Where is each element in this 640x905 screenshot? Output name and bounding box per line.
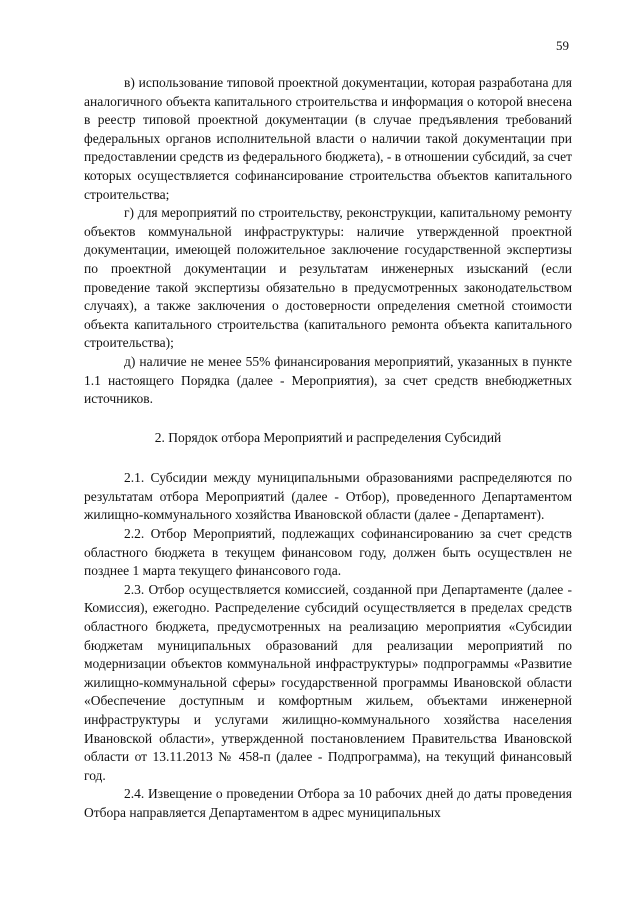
paragraph-item-g: г) для мероприятий по строительству, реконструкции, капитальному ремонту объектов коммунальной инфраструктуры: наличие утвержденной проектной документации, имеющей положительное заключение государственной экспертизы по проектной документации и результатам инженерных изысканий (если проведение такой экспертизы обязательно в предусмотренных законодательством случаях), а также заключения о достоверности определения сметной стоимости объекта капитального строительства (капитального ремонта объекта капитального строительства);: [84, 205, 572, 351]
page-number: 59: [556, 38, 569, 53]
paragraph-2-1: 2.1. Субсидии между муниципальными образованиями распределяются по результатам отбора Мероприятий (далее - Отбор), проведенного Департаментом жилищно-коммунального хозяйства Ивановской области (далее - Департамент).: [84, 470, 572, 523]
paragraph-2-2: 2.2. Отбор Мероприятий, подлежащих софинансированию за счет средств областного бюджета в текущем финансовом году, должен быть осуществлен не позднее 1 марта текущего финансового года.: [84, 526, 572, 579]
paragraph-item-d: д) наличие не менее 55% финансирования мероприятий, указанных в пункте 1.1 настоящего Порядка (далее - Мероприятия), за счет средств внебюджетных источников.: [84, 353, 572, 407]
paragraph-2-4: 2.4. Извещение о проведении Отбора за 10 рабочих дней до даты проведения Отбора направляется Департаментом в адрес муниципальных: [84, 786, 572, 820]
paragraph-2-3: 2.3. Отбор осуществляется комиссией, созданной при Департаменте (далее - Комиссия), ежегодно. Распределение субсидий осуществляется в пределах средств областного бюджета, предусмотренных на реализацию мероприятия «Субсидии бюджетам муниципальных образований для реализации мероприятий по модернизации объектов коммунальной инфраструктуры» подпрограммы «Развитие жилищно-коммунальной сферы» государственной программы Ивановской области «Обеспечение доступным и комфортным жильем, объектами инженерной инфраструктуры и услугами жилищно-коммунального хозяйства населения Ивановской области», утвержденной постановлением Правительства Ивановской области от 13.11.2013 № 458-п (далее - Подпрограмма), на текущий финансовый год.: [84, 581, 572, 783]
document-body: [84, 74, 572, 823]
section-heading: 2. Порядок отбора Мероприятий и распределения Субсидий: [154, 429, 502, 445]
paragraph-item-v: в) использование типовой проектной документации, которая разработана для аналогичного объекта капитального строительства и информация о которой внесена в реестр типовой проектной документации (в случае предъявления требований федеральных органов исполнительной власти о наличии такой документации при предоставлении средств из федерального бюджета), - в отношении субсидий, за счет которых осуществляется софинансирование строительства объектов капитального строительства;: [84, 75, 572, 202]
